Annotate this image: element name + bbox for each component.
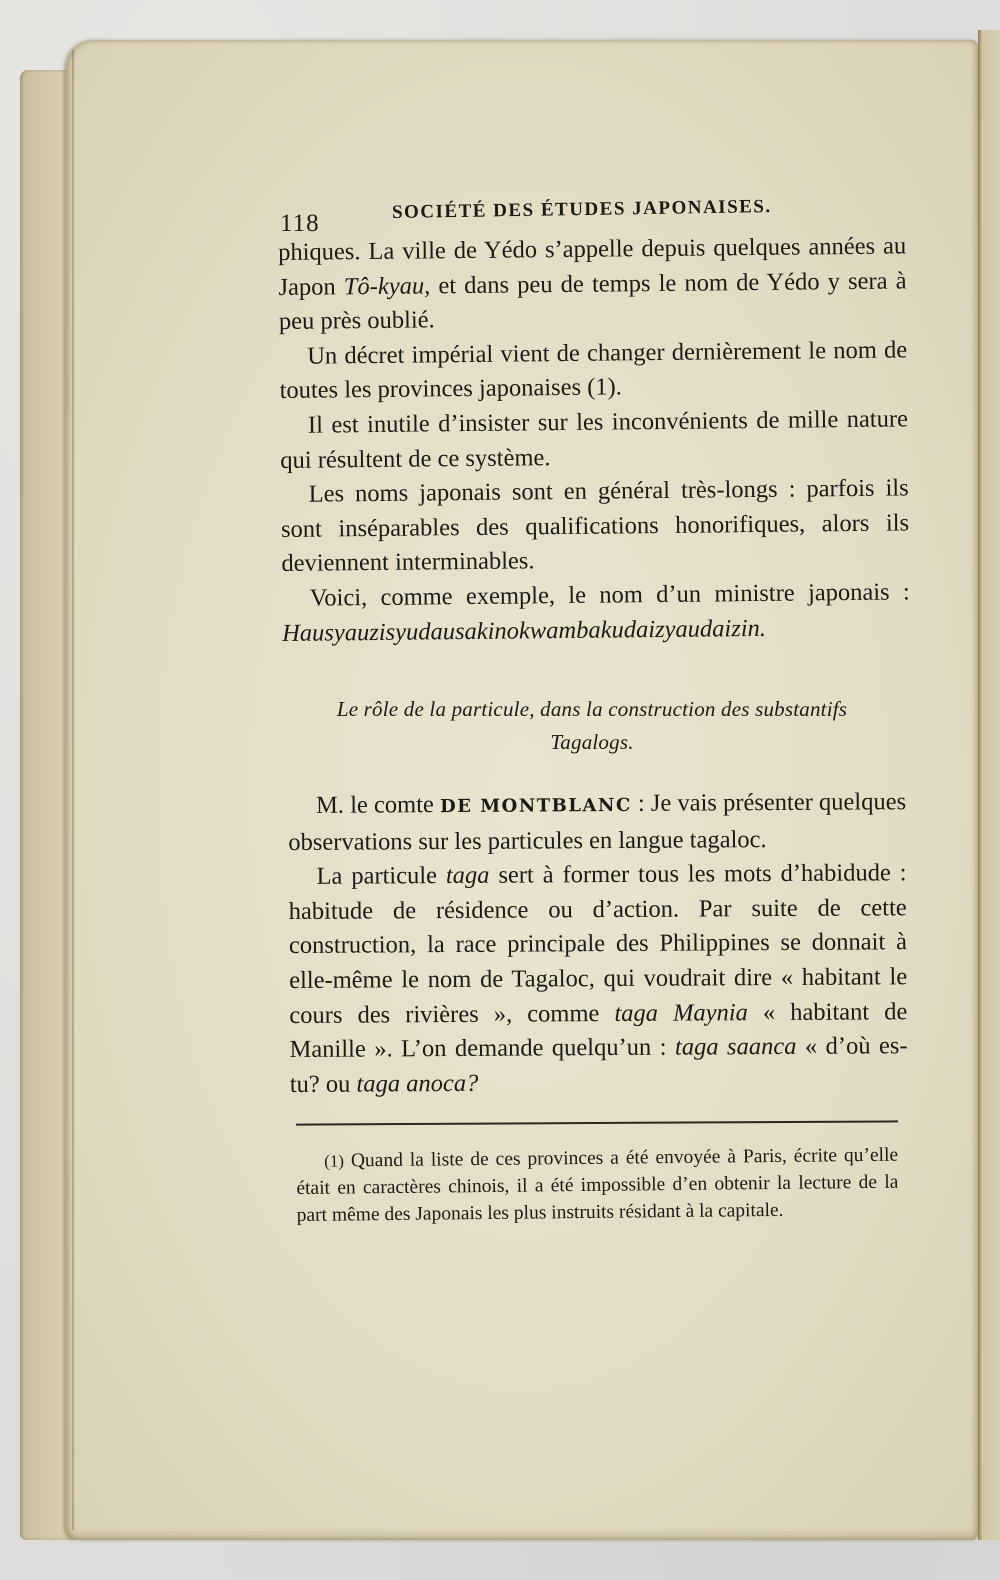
italic-term: Hausyauzisyudausakinokwambakudaizyaudaizin — [282, 614, 760, 647]
paragraph — [280, 402, 909, 478]
text-run: , et dans peu de temps le nom de Yédo y sera à peu près oublié. — [278, 267, 907, 336]
italic-term: taga — [445, 862, 490, 890]
footnote — [296, 1142, 899, 1229]
italic-term: . — [759, 614, 767, 642]
paragraph — [281, 472, 910, 582]
section-heading — [278, 693, 906, 759]
text-run: M. le comte — [316, 791, 441, 819]
footnote-marker: (1) — [324, 1151, 345, 1172]
text-run: Voici, comme exemple, le nom d’un ministre japonais : — [309, 578, 910, 612]
text-run: « habitant de Manille ». L’on demande quelqu’un : — [289, 997, 908, 1064]
paragraph — [278, 229, 907, 339]
footnote-text: Quand la liste de ces provinces a été envoyée à Paris, écrite qu’elle était en caractères chinois, il a été impossible d’en obtenir la lecture de la part même des Japonais les plus instruits résidant à la capitale. — [296, 1145, 899, 1227]
body-text-top — [278, 229, 910, 651]
running-head-title: SOCIÉTÉ DES ÉTUDES JAPONAISES. — [391, 196, 772, 223]
italic-term: taga anoca? — [356, 1069, 479, 1098]
page-number: 118 — [280, 210, 320, 237]
speaker-name: DE MONTBLANC — [439, 795, 632, 818]
text-run: sert à former tous les mots d’habidude : habitude de résidence ou d’action. Par suite de cette construction, la race principale des Philippines se donnait à elle-même le nom de Tagaloc, qui voudrait dire « habitant le cours des rivières », comme — [288, 859, 908, 1029]
text-run: Les noms japonais sont en général très-longs : parfois ils sont inséparables des qualifications honorifiques, alors ils deviennent interminables. — [280, 474, 910, 578]
section-heading-line: Le rôle de la particule, dans la construction des substantifs — [336, 697, 848, 722]
footnote-separator — [296, 1121, 898, 1126]
italic-term: taga Maynia — [614, 998, 748, 1027]
page-text-block — [278, 196, 910, 1229]
text-run: La particule — [316, 862, 447, 891]
text-run: Un décret impérial vient de changer dernièrement le nom de toutes les provinces japonaises (1). — [279, 336, 908, 405]
text-run: « d’où es-tu? ou — [289, 1032, 908, 1098]
italic-term: Tô-kyau — [343, 272, 425, 300]
text-run: phiques. La ville de Yédo s’appelle depuis quelques années au Japon — [278, 232, 907, 301]
paragraph — [279, 333, 908, 409]
paragraph — [288, 785, 906, 860]
text-run: Il est inutile d’insister sur les inconvénients de mille nature qui résultent de ce système. — [280, 405, 909, 474]
text-run: : Je vais présenter quelques observations sur les particules en langue tagaloc. — [288, 788, 907, 856]
section-heading-line: Tagalogs. — [550, 730, 634, 755]
facing-page-edge — [978, 30, 1000, 1540]
italic-term: taga saanca — [674, 1033, 797, 1061]
paragraph — [288, 857, 907, 1103]
body-text-bottom — [288, 785, 908, 1102]
paragraph — [282, 575, 911, 651]
